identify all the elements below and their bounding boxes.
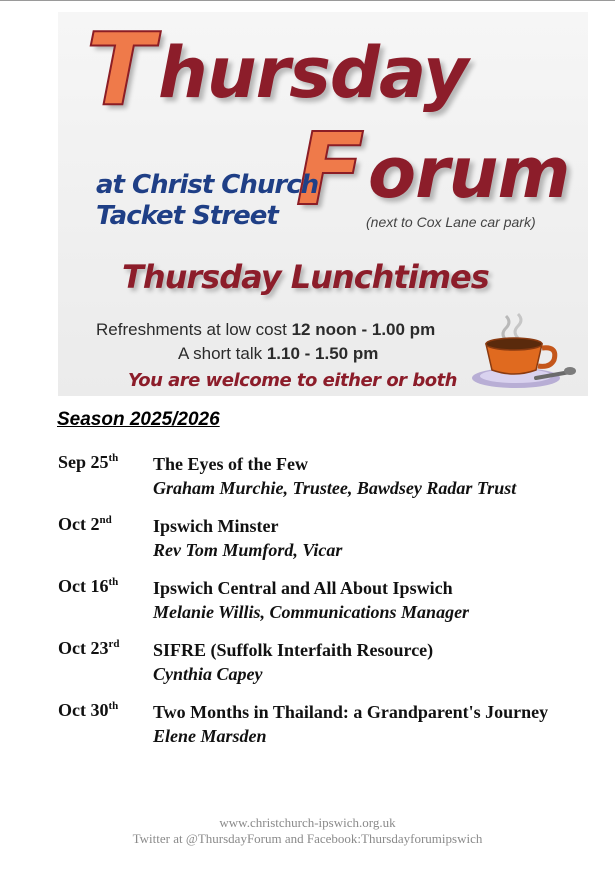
talk-row bbox=[96, 342, 476, 366]
top-divider bbox=[0, 0, 615, 1]
event-date: Oct 16th bbox=[58, 576, 119, 596]
event-speaker: Melanie Willis, Communications Manager bbox=[153, 602, 470, 622]
welcome-line: You are welcome to either or both bbox=[128, 370, 457, 391]
location-block bbox=[96, 170, 318, 232]
footer-website: www.christchurch-ipswich.org.uk bbox=[219, 815, 396, 830]
location-note: (next to Cox Lane car park) bbox=[366, 214, 536, 230]
refreshments-time: 12 noon - 1.00 pm bbox=[291, 320, 436, 339]
title-word-thursday: hursday bbox=[158, 32, 468, 114]
event-title: SIFRE (Suffolk Interfaith Resource) bbox=[153, 640, 434, 660]
event-title: Two Months in Thailand: a Grandparent's Journey bbox=[153, 702, 549, 722]
schedule-block bbox=[96, 318, 476, 366]
events-list bbox=[58, 452, 608, 762]
event-item bbox=[58, 638, 608, 686]
title-initial-t: T bbox=[86, 12, 155, 128]
event-item bbox=[58, 452, 608, 500]
event-speaker: Elene Marsden bbox=[153, 726, 267, 746]
event-date: Sep 25th bbox=[58, 452, 119, 472]
title-initial-f: F bbox=[296, 111, 365, 228]
event-date: Oct 2nd bbox=[58, 514, 112, 534]
talk-time: 1.10 - 1.50 pm bbox=[266, 344, 379, 363]
footer-social: Twitter at @ThursdayForum and Facebook:Thursdayforumipswich bbox=[132, 831, 483, 846]
event-title: The Eyes of the Few bbox=[153, 454, 308, 474]
location-line-2: Tacket Street bbox=[96, 201, 278, 231]
event-speaker: Rev Tom Mumford, Vicar bbox=[153, 540, 343, 560]
subtitle-lunchtimes: Thursday Lunchtimes bbox=[122, 258, 489, 296]
event-title: Ipswich Minster bbox=[153, 516, 279, 536]
footer bbox=[0, 815, 615, 847]
talk-label: A short talk bbox=[178, 344, 263, 363]
refreshments-row bbox=[96, 318, 476, 342]
event-item bbox=[58, 514, 608, 562]
location-line-1: at Christ Church bbox=[96, 170, 319, 200]
title-word-forum: orum bbox=[368, 132, 570, 214]
coffee-cup-icon bbox=[466, 312, 576, 392]
event-speaker: Cynthia Capey bbox=[153, 664, 263, 684]
forum-banner bbox=[58, 12, 588, 396]
event-speaker: Graham Murchie, Trustee, Bawdsey Radar Trust bbox=[153, 478, 517, 498]
event-item bbox=[58, 700, 608, 748]
season-heading: Season 2025/2026 bbox=[57, 409, 220, 430]
event-date: Oct 23rd bbox=[58, 638, 120, 658]
event-date: Oct 30th bbox=[58, 700, 119, 720]
event-title: Ipswich Central and All About Ipswich bbox=[153, 578, 453, 598]
event-item bbox=[58, 576, 608, 624]
refreshments-label: Refreshments at low cost bbox=[96, 320, 287, 339]
